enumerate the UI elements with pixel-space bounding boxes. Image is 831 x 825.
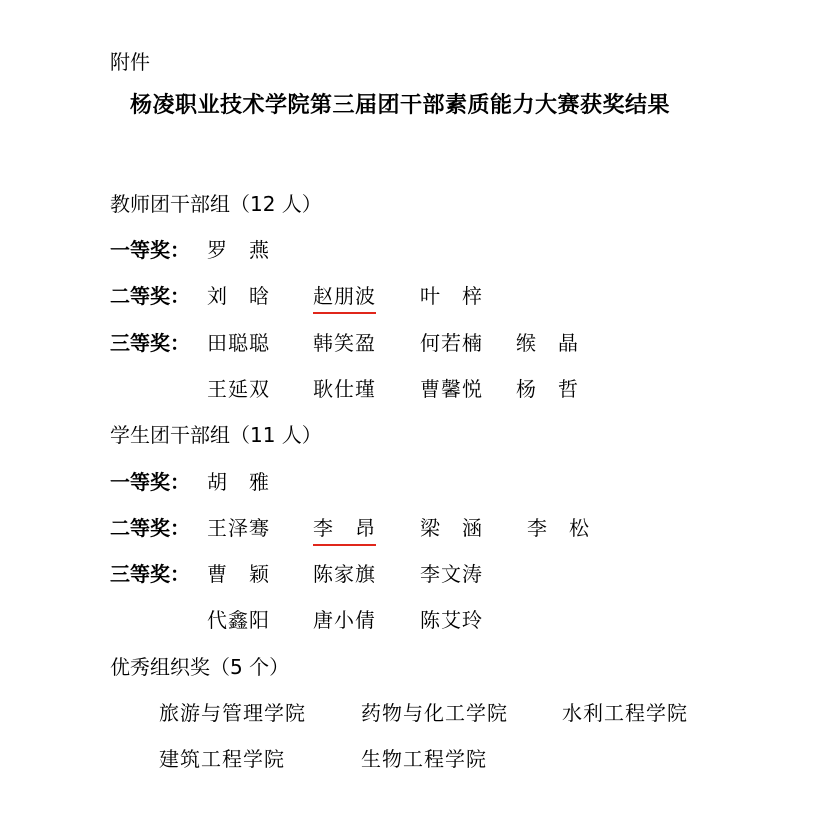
teacher-second-name-highlighted: 赵朋波: [313, 280, 376, 314]
teacher-first-label: 一等奖：: [110, 238, 190, 262]
student-second-name: 王泽骞: [207, 516, 270, 540]
teacher-second-name: 叶 梓: [420, 284, 483, 308]
student-third-name: 陈艾玲: [420, 608, 483, 632]
org-award-college: 旅游与管理学院: [159, 701, 306, 725]
attachment-label: 附件: [110, 50, 150, 74]
student-second-name-highlighted: 李 昂: [313, 512, 376, 546]
org-award-college: 水利工程学院: [562, 701, 688, 725]
teacher-third-name: 曹馨悦: [420, 377, 483, 401]
teacher-second-name: 刘 晗: [207, 284, 270, 308]
teacher-third-name: 杨 哲: [516, 377, 579, 401]
teacher-third-label: 三等奖：: [110, 331, 190, 355]
teacher-third-name: 王延双: [207, 377, 270, 401]
student-third-name: 代鑫阳: [207, 608, 270, 632]
org-award-college: 生物工程学院: [361, 747, 487, 771]
org-award-college: 建筑工程学院: [159, 747, 285, 771]
teacher-second-label: 二等奖：: [110, 284, 190, 308]
student-third-name: 唐小倩: [313, 608, 376, 632]
org-award-college: 药物与化工学院: [361, 701, 508, 725]
page-title: 杨凌职业技术学院第三届团干部素质能力大赛获奖结果: [130, 92, 671, 118]
student-second-name: 梁 涵: [420, 516, 483, 540]
teacher-third-name: 何若楠: [420, 331, 483, 355]
teacher-third-name: 耿仕瑾: [313, 377, 376, 401]
student-first-name: 胡 雅: [207, 470, 270, 494]
org-award-heading: 优秀组织奖（5 个）: [110, 655, 290, 679]
teacher-first-name: 罗 燕: [207, 238, 270, 262]
student-third-label: 三等奖：: [110, 562, 190, 586]
teacher-third-name: 韩笑盈: [313, 331, 376, 355]
teacher-third-name: 田聪聪: [207, 331, 270, 355]
student-third-name: 李文涛: [420, 562, 483, 586]
student-third-name: 陈家旗: [313, 562, 376, 586]
student-third-name: 曹 颖: [207, 562, 270, 586]
student-first-label: 一等奖：: [110, 470, 190, 494]
student-group-heading: 学生团干部组（11 人）: [110, 423, 322, 447]
student-second-label: 二等奖：: [110, 516, 190, 540]
teacher-group-heading: 教师团干部组（12 人）: [110, 192, 322, 216]
teacher-third-name: 缑 晶: [516, 331, 579, 355]
student-second-name: 李 松: [527, 516, 590, 540]
